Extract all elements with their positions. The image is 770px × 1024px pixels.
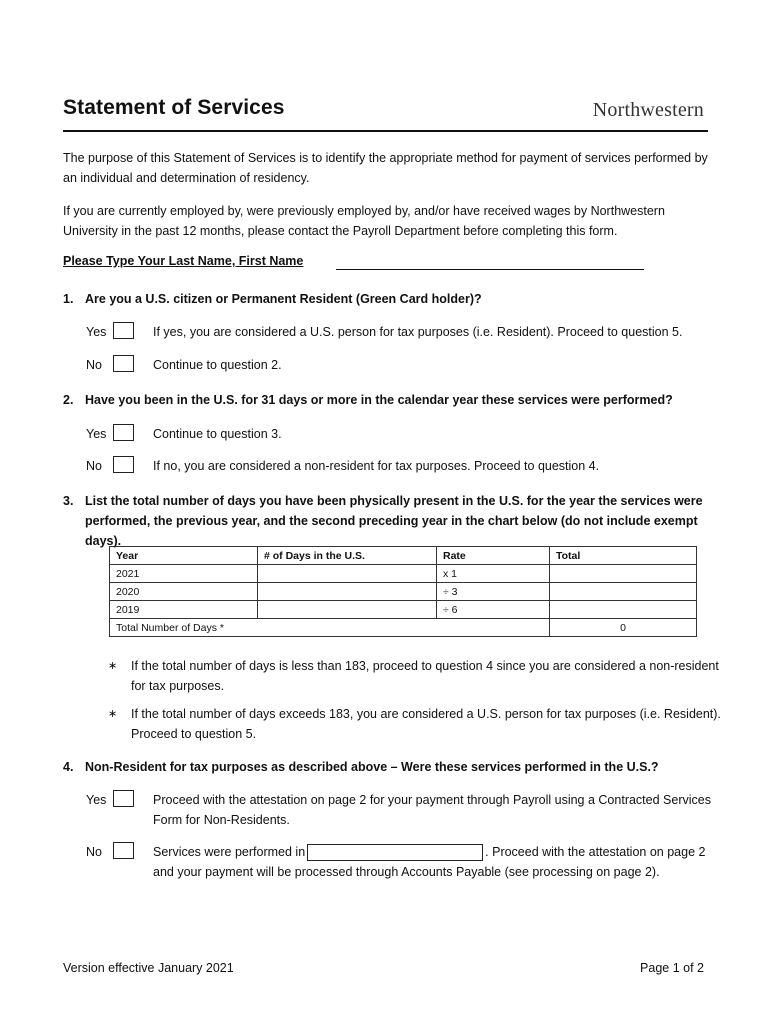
q4-no-label: No xyxy=(86,845,102,859)
question-2-number: 2. xyxy=(63,393,74,407)
header-rule xyxy=(63,130,708,132)
q1-yes-text: If yes, you are considered a U.S. person for tax purposes (i.e. Resident). Proceed to question 5. xyxy=(153,325,683,339)
header-days: # of Days in the U.S. xyxy=(258,547,437,565)
question-4-text: Non-Resident for tax purposes as described above – Were these services performed in the U.S.? xyxy=(85,760,659,774)
row-year: 2019 xyxy=(110,601,258,619)
q2-no-checkbox[interactable] xyxy=(113,456,134,473)
table-row xyxy=(110,565,697,583)
total-days-label: Total Number of Days * xyxy=(110,619,550,637)
header-total: Total xyxy=(550,547,697,565)
q2-no-text: If no, you are considered a non-resident for tax purposes. Proceed to question 4. xyxy=(153,459,600,473)
northwestern-logo: Northwestern xyxy=(592,99,704,121)
intro-paragraph-2: If you are currently employed by, were previously employed by, and/or have received wages by Northwestern University in the past 12 months, please contact the Payroll Department before completing this form. xyxy=(63,204,665,238)
bullet-asterisk-icon: ∗ xyxy=(108,660,118,672)
question-4-number: 4. xyxy=(63,760,74,774)
name-field-label: Please Type Your Last Name, First Name xyxy=(63,254,304,268)
q2-yes-text: Continue to question 3. xyxy=(153,427,282,441)
bullet-asterisk-icon: ∗ xyxy=(108,708,118,720)
header-rate: Rate xyxy=(437,547,550,565)
question-1-text: Are you a U.S. citizen or Permanent Resident (Green Card holder)? xyxy=(85,292,482,306)
name-input[interactable] xyxy=(336,269,644,270)
q4-no-checkbox[interactable] xyxy=(113,842,134,859)
table-total-row xyxy=(110,619,697,637)
q4-no-text-line2: and your payment will be processed through Accounts Payable (see processing on page 2). xyxy=(153,865,660,879)
row-year: 2021 xyxy=(110,565,258,583)
q2-no-label: No xyxy=(86,459,102,473)
days-table xyxy=(109,546,697,637)
country-input[interactable] xyxy=(307,844,483,861)
row-days-input[interactable] xyxy=(258,601,437,619)
q2-yes-label: Yes xyxy=(86,427,107,441)
page-number: Page 1 of 2 xyxy=(640,961,704,975)
intro-paragraph-1: The purpose of this Statement of Services is to identify the appropriate method for payment of services performed by an individual and determination of residency. xyxy=(63,151,708,185)
q3-bullet-2-text: If the total number of days exceeds 183, you are considered a U.S. person for tax purposes (i.e. Resident). Proceed to question 5. xyxy=(131,707,721,741)
q1-yes-checkbox[interactable] xyxy=(113,322,134,339)
question-2-text: Have you been in the U.S. for 31 days or more in the calendar year these services were performed? xyxy=(85,393,673,407)
row-days-input[interactable] xyxy=(258,583,437,601)
q4-yes-label: Yes xyxy=(86,793,107,807)
days-table-header xyxy=(110,547,697,565)
question-3-number: 3. xyxy=(63,494,74,508)
q4-no-text-before: Services were performed in xyxy=(153,845,306,859)
table-row xyxy=(110,583,697,601)
version-footer: Version effective January 2021 xyxy=(63,961,234,975)
row-total xyxy=(550,601,697,619)
header-year: Year xyxy=(110,547,258,565)
q4-no-text xyxy=(153,842,743,882)
row-rate: ÷ 3 xyxy=(437,583,550,601)
name-field-row xyxy=(63,254,303,268)
page-title: Statement of Services xyxy=(63,96,285,119)
q4-yes-text: Proceed with the attestation on page 2 for your payment through Payroll using a Contracted Services Form for Non-Residents. xyxy=(153,793,711,827)
row-rate: ÷ 6 xyxy=(437,601,550,619)
row-total xyxy=(550,583,697,601)
question-4 xyxy=(63,757,733,777)
question-1 xyxy=(63,289,733,309)
question-3 xyxy=(63,491,733,551)
row-rate: x 1 xyxy=(437,565,550,583)
q3-bullet-1-text: If the total number of days is less than 183, proceed to question 4 since you are considered a non-resident for tax purposes. xyxy=(131,659,719,693)
q4-yes-checkbox[interactable] xyxy=(113,790,134,807)
total-days-value: 0 xyxy=(550,619,697,637)
question-2 xyxy=(63,390,733,410)
row-days-input[interactable] xyxy=(258,565,437,583)
q1-no-text: Continue to question 2. xyxy=(153,358,282,372)
row-total xyxy=(550,565,697,583)
q1-yes-label: Yes xyxy=(86,325,107,339)
q4-no-text-after: . Proceed with the attestation on page 2 xyxy=(485,845,706,859)
question-3-text: List the total number of days you have been physically present in the U.S. for the year the services were performed, the previous year, and the second preceding year in the chart below (do not include exempt days). xyxy=(85,494,703,548)
q1-no-checkbox[interactable] xyxy=(113,355,134,372)
row-year: 2020 xyxy=(110,583,258,601)
table-row xyxy=(110,601,697,619)
q1-no-label: No xyxy=(86,358,102,372)
q2-yes-checkbox[interactable] xyxy=(113,424,134,441)
question-1-number: 1. xyxy=(63,292,74,306)
